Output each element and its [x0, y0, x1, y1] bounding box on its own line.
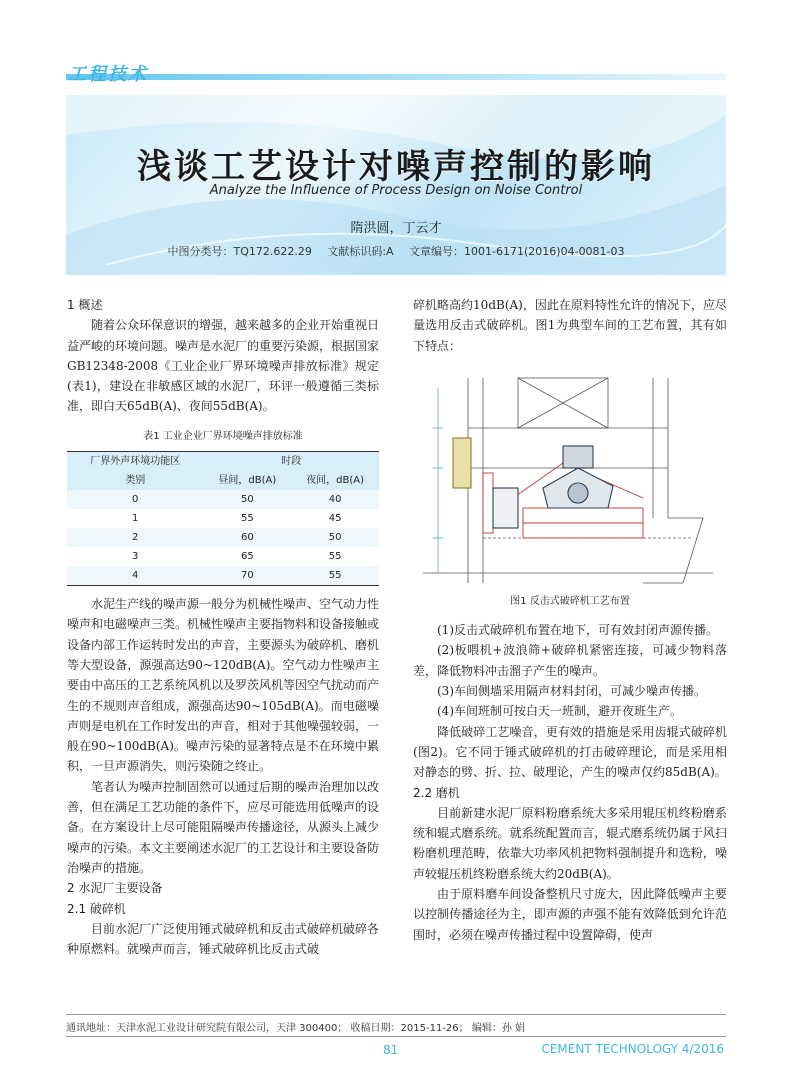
list-item: (3)车间侧墙采用隔声材料封闭，可减少噪声传播。 — [437, 684, 706, 699]
article-meta — [66, 243, 726, 259]
subsection-heading-mill: 2.2 磨机 — [413, 785, 460, 800]
noise-standard-table — [67, 451, 379, 586]
table-cell: 4 — [67, 566, 203, 586]
subsection-heading-crusher: 2.1 破碎机 — [67, 901, 126, 916]
table-row — [67, 490, 379, 509]
authors: 隋洪圆，丁云才 — [350, 221, 442, 236]
section-heading-equipment: 2 水泥厂主要设备 — [67, 881, 163, 896]
table-cell: 2 — [67, 528, 203, 547]
table-header-cell: 时段 — [203, 452, 379, 472]
table-cell: 45 — [291, 509, 379, 528]
article-title-cn: 浅谈工艺设计对噪声控制的影响 — [137, 147, 655, 187]
footer-divider — [66, 1014, 726, 1015]
table-cell: 65 — [203, 547, 291, 566]
table-header-cell: 厂界外声环境功能区 — [67, 452, 203, 472]
section-tag — [66, 60, 726, 84]
article-number: 文章编号：1001-6171(2016)04-0081-03 — [409, 245, 625, 258]
paragraph: 随着公众环保意识的增强，越来越多的企业开始重视日益严峻的环境问题。噪声是水泥厂的重要污染源，根据国家GB12348-2008《工业企业厂界环境噪声排放标准》规定(表1)，建设在非敏感区域的水泥厂，环评一般遵循三类标准，即白天65dB(A)、夜间55dB(A)。 — [67, 318, 380, 414]
table-header-row — [67, 452, 379, 472]
table-cell: 70 — [203, 566, 291, 586]
list-item: (4)车间班制可按白天一班制，避开夜班生产。 — [437, 704, 682, 719]
paragraph: 降低破碎工艺噪音，更有效的措施是采用齿辊式破碎机(图2)。它不同于锤式破碎机的打击破碎理论，而是采用相对静态的劈、折、拉、破理论，产生的噪声仅约85dB(A)。 — [413, 724, 727, 780]
table-row — [67, 566, 379, 586]
table-row — [67, 509, 379, 528]
paragraph: 目前水泥厂广泛使用锤式破碎机和反击式破碎机破碎各种原燃料。就噪声而言，锤式破碎机比反击式破 — [67, 921, 380, 957]
table-caption: 表1 工业企业厂界环境噪声排放标准 — [143, 430, 303, 442]
table-cell: 3 — [67, 547, 203, 566]
right-column — [413, 295, 727, 945]
left-column — [67, 295, 379, 959]
table-cell: 50 — [203, 490, 291, 509]
figure-crusher-layout — [413, 368, 727, 588]
table-header-row — [67, 471, 379, 490]
table-cell: 40 — [291, 490, 379, 509]
list-item: (1)反击式破碎机布置在地下，可有效封闭声源传播。 — [437, 623, 719, 638]
section-tag-text: 工程技术 — [68, 64, 148, 85]
footer-note: 通讯地址：天津水泥工业设计研究院有限公司，天津 300400； 收稿日期：2015-11-26； 编辑：孙 娟 — [66, 1023, 526, 1034]
table-row — [67, 547, 379, 566]
table-row — [67, 528, 379, 547]
section-tag-bar — [66, 74, 726, 80]
table-cell: 1 — [67, 509, 203, 528]
list-item: (2)板喂机+波浪筛+破碎机紧密连接，可减少物料落差，降低物料冲击溜子产生的噪声。 — [413, 643, 727, 678]
classification-number: 中图分类号：TQ172.622.29 — [167, 245, 312, 258]
figure-caption: 图1 反击式破碎机工艺布置 — [510, 595, 630, 607]
section-heading-overview: 1 概述 — [67, 298, 103, 312]
paragraph: 碎机略高约10dB(A)，因此在原料特性允许的情况下，应尽量选用反击式破碎机。图1为典型车间的工艺布置，其有如下特点： — [413, 298, 727, 353]
footer-divider — [66, 1036, 726, 1037]
title-banner — [66, 95, 726, 275]
paragraph: 目前新建水泥厂原料粉磨系统大多采用辊压机终粉磨系统和辊式磨系统。就系统配置而言，辊式磨系统仍属于风扫粉磨机理范畴，依靠大功率风机把物料强制提升和选粉，噪声较辊压机终粉磨系统大约20dB(A)。 — [413, 805, 727, 881]
paragraph: 笔者认为噪声控制固然可以通过后期的噪声治理加以改善，但在满足工艺功能的条件下，应尽可能选用低噪声的设备。在方案设计上尽可能阻隔噪声传播途径，从源头上减少噪声的污染。本文主要阐述水泥厂的工艺设计和主要设备防治噪声的措施。 — [67, 779, 380, 875]
table-cell: 60 — [203, 528, 291, 547]
paragraph: 由于原料磨车间设备整机尺寸庞大，因此降低噪声主要以控制传播途径为主，即声源的声强不能有效降低到允许范围时，必须在噪声传播过程中设置障碍，使声 — [413, 887, 727, 942]
table-cell: 50 — [291, 528, 379, 547]
table-cell: 55 — [291, 547, 379, 566]
document-code: 文献标识码:A — [327, 245, 394, 258]
journal-name: CEMENT TECHNOLOGY 4/2016 — [541, 1042, 724, 1056]
page-number: 81 — [383, 1043, 399, 1057]
table-header-cell: 类别 — [67, 471, 203, 490]
paragraph: 水泥生产线的噪声源一般分为机械性噪声、空气动力性噪声和电磁噪声三类。机械性噪声主要指物料和设备接触或设备内部工作运转时发出的声音，主要源头为破碎机、磨机等大型设备，源强高达90~120dB(A)。空气动力性噪声主要由中高压的工艺系统风机以及罗茨风机等因空气扰动而产生的不规则声音组成，源强高达90~105dB(A)。而电磁噪声则是电机在工作时发出的声音，相对于其他噪强较弱，一般在90~100dB(A)。噪声污染的显著特点是不在环境中累积，一旦声源消失，则污染随之终止。 — [67, 597, 380, 774]
table-header-cell: 夜间，dB(A) — [291, 471, 379, 490]
article-title-en: Analyze the Influence of Process Design on Noise Control — [209, 183, 583, 198]
table-cell: 0 — [67, 490, 203, 509]
table-cell: 55 — [203, 509, 291, 528]
table-cell: 55 — [291, 566, 379, 586]
crusher-layout-drawing — [413, 368, 727, 588]
table-header-cell: 昼间，dB(A) — [203, 471, 291, 490]
